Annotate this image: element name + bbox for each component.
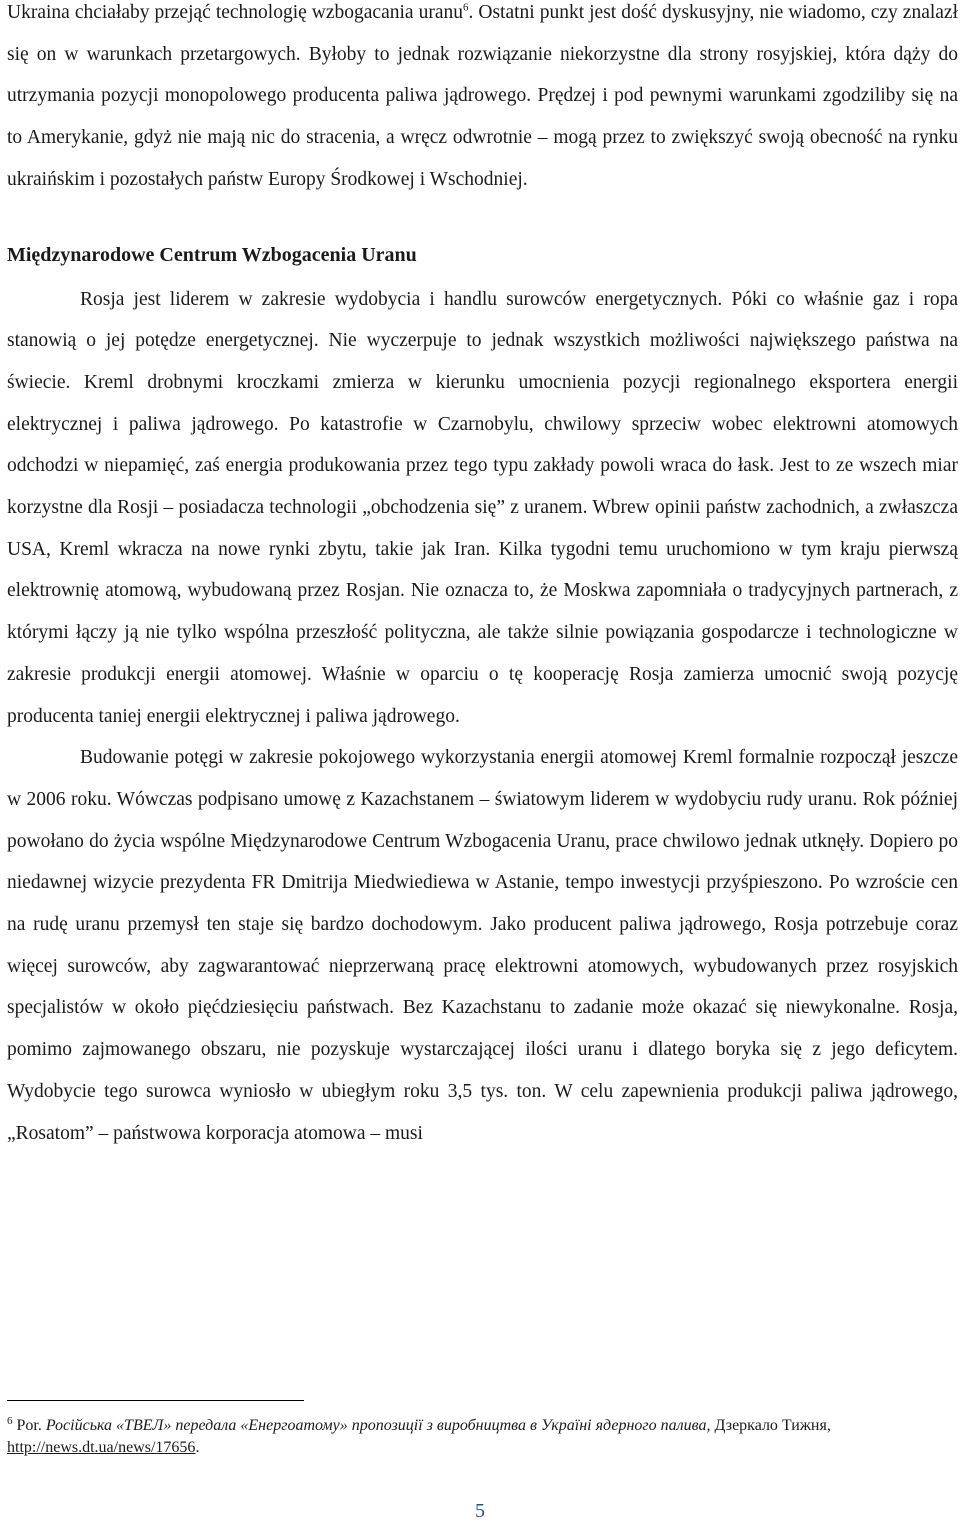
footnote: $^6$ Por. Російська «ТВЕЛ» передала «Енергоатому» пропозиції з виробництва в Україні ядерного палива, Дзеркало Тижня, http://news.dt.ua/news/17656. (7, 1414, 831, 1456)
paragraph: Budowanie potęgi w zakresie pokojowego wykorzystania energii atomowej Kreml formalnie rozpoczął jeszcze w 2006 roku. Wówczas podpisano umowę z Kazachstanem – światowym liderem w wydobyciu rudy uranu. Rok później powołano do życia wspólne Międzynarodowe Centrum Wzbogacenia Uranu, prace chwilowo jednak utknęły. Dopiero po niedawnej wizycie prezydenta FR Dmitrija Miedwiediewa w Astanie, tempo inwestycji przyśpieszono. Po wzroście cen na rudę uranu przemysł ten staje się bardzo dochodowym. Jako producent paliwa jądrowego, Rosja potrzebuje coraz więcej surowców, aby zagwarantować nieprzerwaną pracę elektrowni atomowych, wybudowanych przez rosyjskich specjalistów w około pięćdziesięciu państwach. Bez Kazachstanu to zadanie może okazać się niewykonalne. Rosja, pomimo zajmowanego obszaru, nie pozyskuje wystarczającej ilości uranu i dlatego boryka się z jego deficytem. Wydobycie tego surowca wyniosło w ubiegłym roku 3,5 tys. ton. W celu zapewnienia produkcji paliwa jądrowego, „Rosatom” – państwowa korporacja atomowa – musi (7, 747, 958, 1144)
footnote-prefix: Por. (16, 1417, 42, 1434)
footnote-separator (7, 1400, 304, 1401)
document-body (7, 0, 958, 1154)
footnote-number: 6 (7, 1414, 13, 1427)
section-heading: Międzynarodowe Centrum Wzbogacenia Uranu (7, 243, 417, 266)
paragraph: Rosja jest liderem w zakresie wydobycia i handlu surowców energetycznych. Póki co właśnie gaz i ropa stanowią o jej potędze energetycznej. Nie wyczerpuje to jednak wszystkich możliwości największego państwa na świecie. Kreml drobnymi kroczkami zmierza w kierunku umocnienia pozycji regionalnego eksportera energii elektrycznej i paliwa jądrowego. Po katastrofie w Czarnobylu, chwilowy sprzeciw wobec elektrowni atomowych odchodzi w niepamięć, zaś energia produkowania przez tego typu zakłady powoli wraca do łask. Jest to ze wszech miar korzystne dla Rosji – posiadacza technologii „obchodzenia się” z uranem. Wbrew opinii państw zachodnich, a zwłaszcza USA, Kreml wkracza na nowe rynki zbytu, takie jak Iran. Kilka tygodni temu uruchomiono w tym kraju pierwszą elektrownię atomową, wybudowaną przez Rosjan. Nie oznacza to, że Moskwa zapomniała o tradycyjnych partnerach, z którymi łączy ją nie tylko wspólna przeszłość polityczna, ale także silnie powiązania gospodarcze i technologiczne w zakresie produkcji energii atomowej. Właśnie w oparciu o tę kooperację Rosja zamierza umocnić swoją pozycję producenta taniej energii elektrycznej i paliwa jądrowego. (7, 288, 958, 727)
paragraph-continued: Ukraina chciałaby przejąć technologię wzbogacania uranu$^6$. Ostatni punkt jest dość dyskusyjny, nie wiadomo, czy znalazł się on w warunkach przetargowych. Byłoby to jednak rozwiązanie niekorzystne dla strony rosyjskiej, która dąży do utrzymania pozycji monopolowego producenta paliwa jądrowego. Prędzej i pod pewnymi warunkami zgodziliby się na to Amerykanie, gdyż nie mają nic do stracenia, a wręcz odwrotnie – mogą przez to zwiększyć swoją obecność na rynku ukraińskim i pozostałych państw Europy Środkowej i Wschodniej. (7, 1, 958, 190)
footnote-link[interactable]: http://news.dt.ua/news/17656 (7, 1439, 196, 1456)
footnote-reference[interactable]: 6 (462, 1, 469, 14)
footnote-title: Російська «ТВЕЛ» передала «Енергоатому» пропозиції з виробництва в Україні ядерного палива, (45, 1417, 711, 1434)
page-number: 5 (475, 1500, 485, 1522)
footnote-source: Дзеркало Тижня, (714, 1417, 831, 1434)
